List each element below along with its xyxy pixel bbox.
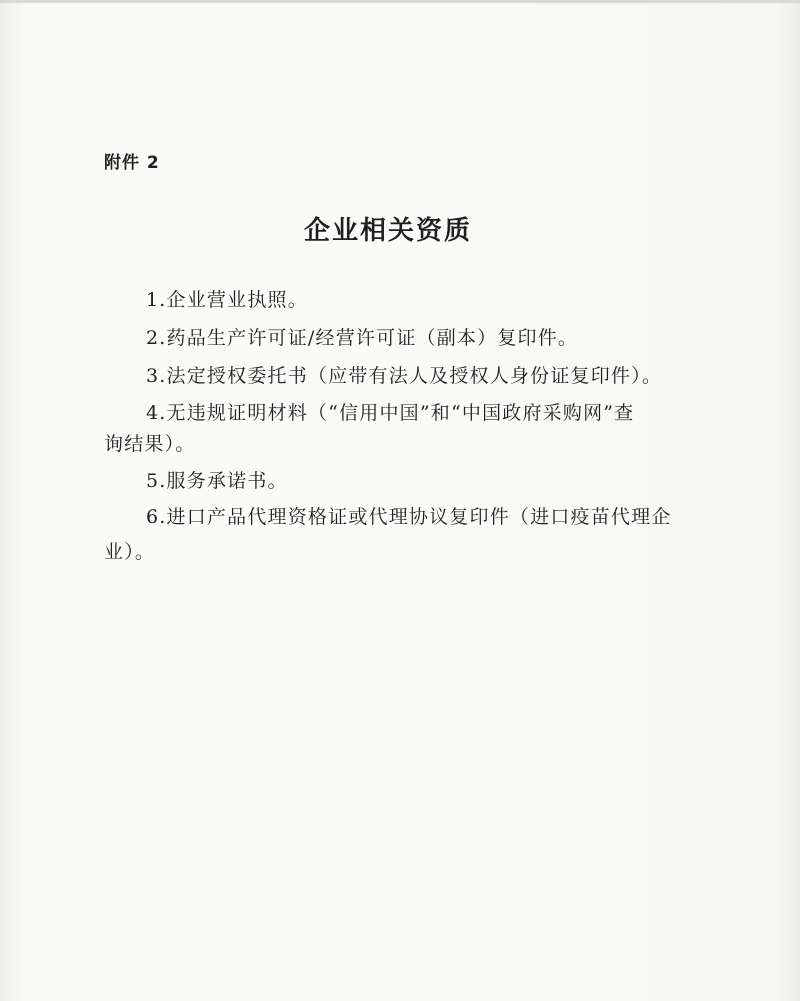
list-item-2: 2.药品生产许可证/经营许可证（副本）复印件。	[146, 327, 579, 349]
list-item-6: 6.进口产品代理资格证或代理协议复印件（进口疫苗代理企	[146, 506, 672, 528]
list-item-4-continued: 询结果）。	[104, 433, 196, 455]
list-item-1: 1.企业营业执照。	[146, 289, 308, 311]
list-item-6-continued: 业）。	[104, 541, 156, 563]
document-title: 企业相关资质	[303, 216, 472, 246]
list-item-5: 5.服务承诺书。	[146, 470, 288, 492]
scan-edge	[0, 0, 800, 3]
list-item-3: 3.法定授权委托书（应带有法人及授权人身份证复印件）。	[146, 365, 663, 387]
attachment-label: 附件 2	[104, 153, 160, 173]
list-item-4: 4.无违规证明材料（“信用中国”和“中国政府采购网”查	[146, 402, 635, 424]
